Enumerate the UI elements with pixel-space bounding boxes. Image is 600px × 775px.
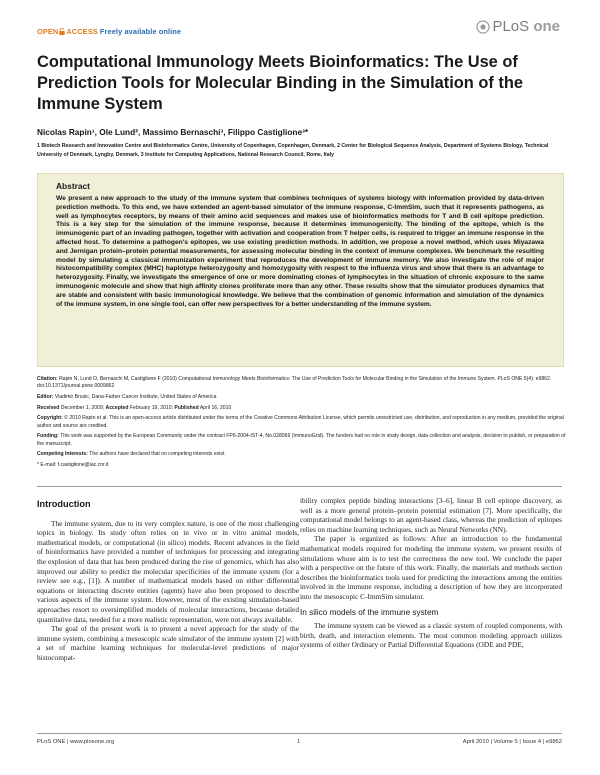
abstract-heading: Abstract (56, 181, 90, 191)
funding-text: This work was supported by the European Community under the contract FP6-2004-IST-4, No.028069 (ImmunoGrid). The funders had no role in study design, data collection and analysis, decision to publish, or preparation of the manuscript. (37, 433, 566, 447)
received-label: Received (37, 404, 60, 411)
paragraph: The immune system can be viewed as a classic system of coupled components, with birth, death, and interaction elements. The most common modeling approach utilizes systems of either Ordinary or Partial Differential Equations (ODE and PDE, (300, 621, 562, 650)
published-date: April 16, 2010 (199, 404, 232, 411)
citation-label: Citation: (37, 376, 58, 382)
competing-text: The authors have declared that no competing interests exist. (89, 451, 226, 458)
copyright-text: © 2010 Rapin et al. This is an open-access article distributed under the terms of the Creative Commons Attribution License, which permits unrestricted use, distribution, and reproduction in any medium, provided the original author and source are credited. (37, 415, 564, 429)
citation-text: Rapin N, Lund O, Bernaschi M, Castiglione F (2010) Computational Immunology Meets Bioinformatics: The Use of Prediction Tools for Molecular Binding in the Simulation of the Immune System. PLoS ONE 5(4): e9862. doi:10.1371/journal.pone.0009862 (37, 376, 552, 390)
plos-one-logo (476, 18, 560, 35)
received-date: December 1, 2009; (60, 404, 105, 411)
funding-line (37, 433, 567, 448)
author-list: Nicolas Rapin¹, Ole Lund², Massimo Bernaschi³, Filippo Castiglione³* (37, 127, 309, 137)
body-left-column (37, 500, 299, 663)
logo-plos-text: PLoS (492, 18, 530, 35)
open-access-badge (37, 27, 181, 36)
footer-page-number: 1 (297, 739, 301, 745)
footer-journal: PLoS ONE | www.plosone.org (37, 739, 115, 745)
email-text[interactable]: * E-mail: f.castiglione@iac.cnr.it (37, 461, 109, 468)
introduction-heading: Introduction (37, 499, 91, 509)
article-title: Computational Immunology Meets Bioinformatics: The Use of Prediction Tools for Molecular Binding in the Simulation of the Immune System (37, 53, 523, 113)
affiliations: 1 Biotech Research and Innovation Centre and Bioinformatics Centre, University of Copenhagen, Copenhagen, Denmark, 2 Center for Biological Sequence Analysis, Department of Systems Biology, Technical University of Denmark, Lyngby, Denmark, 3 Institute for Computing Applications, National Research Council, Rome, Italy (37, 143, 549, 158)
accepted-date: February 19, 2010; (129, 404, 173, 411)
accepted-label: Accepted (105, 404, 129, 411)
paragraph: ibility complex peptide binding interactions [3–6], linear B cell epitope discovery, as well as a more general protein–protein potential estimation [7]. More specifically, the computational model belongs to an agent-based class, whereas the prediction of epitopes relies on machine learning techniques, such as Neural Networks (NN). (300, 496, 562, 534)
competing-interests-line (37, 451, 567, 458)
paragraph: The paper is organized as follows: After an introduction to the fundamental mathematical models required for modeling the immune system, we present results of simulations whose aim is to test the correctness the new tool. We conclude the paper with a perspective on the future of this work. Finally, the materials and methods section describes the bioinformatics tools used for predicting the interactions among the entities involved in the immune response, including a description of how they are incorporated into the mesoscopic C-ImmSim simulator. (300, 534, 562, 601)
email-line[interactable] (37, 462, 567, 469)
paragraph: The goal of the present work is to present a novel approach for the study of the immune system, combining a mesoscopic scale simulator of the immune system [2] with a set of machine learning techniques for molecular-level predictions of major histocompat- (37, 624, 299, 662)
paragraph: The immune system, due to its very complex nature, is one of the most challenging topics in biology. Its study often relies on in vivo or in vitro animal models, mathematical models, or computational (in silico) models. Recent advances in the field of bioinformatics have provided a number of techniques for processing and integrating the explosion of data that has been produced during the rise of genomics, which has also improved our ability to predict the molecular specificities of the immune system (for a review see e.g., [1]). A number of mathematical models based on either differential equations or interacting discrete entities (agents) have also been proposed to describe various aspects of the immune system. However, most of the existing simulation-based approaches resort to oversimplified models of molecular interactions, because detailed quantitative data, needed for a more realistic representation, were not always available. (37, 518, 299, 624)
footer-issue: April 2010 | Volume 5 | Issue 4 | e9862 (462, 739, 562, 745)
editor-label: Editor: (37, 394, 54, 400)
body-right-column (300, 496, 562, 650)
footer-divider (37, 733, 562, 734)
competing-label: Competing Interests: (37, 451, 88, 458)
open-lock-icon (59, 28, 65, 35)
abstract-text: We present a new approach to the study of the immune system that combines techniques of systems biology with information provided by data-driven prediction methods. To this end, we have extended an agent-based simulator of the immune response, C-ImmSim, such that it represents pathogens, as well as lymphocytes receptors, by means of their amino acid sequences and makes use of bioinformatics methods for T and B cell epitope prediction. This is a key step for the simulation of the immune response, because it determines immunogenicity. The binding of the epitope, which is the immunogenic part of an invading pathogen, together with activation and cooperation from T helper cells, is required to trigger an immune response in the affected host. To determine a pathogen's epitopes, we use existing prediction methods. In addition, we propose a novel method, which uses Miyazawa and Jernigan protein–protein potential measurements, for assessing molecular binding in the context of immune complexes. We benchmark the resulting model by simulating a classical immunization experiment that reproduces the development of immune memory. We also investigate the role of major histocompatibility complex (MHC) haplotype heterozygosity and homozygosity with respect to the influenza virus and show that there is an advantage to heterozygosity. Finally, we investigate the emergence of one or more dominating clones of lymphocytes in the situation of chronic exposure to the same immunogenic molecule and show that high affinity clones proliferate more than any other. These results show that the simulator produces dynamics that are stable and consistent with basic immunological knowledge. We believe that the combination of genomic information and simulation of the dynamics of the immune system, in one single tool, can offer new perspectives for a better understanding of the immune system. (56, 195, 544, 308)
copyright-line (37, 415, 567, 430)
section-heading: In silico models of the immune system (300, 607, 439, 617)
funding-label: Funding: (37, 433, 59, 440)
published-label: Published (174, 404, 199, 411)
copyright-label: Copyright: (37, 415, 63, 422)
editor-line (37, 394, 567, 401)
plos-logo-icon (476, 20, 490, 34)
editor-text: Vladimir Brusic, Dana-Farber Cancer Institute, United States of America (54, 394, 217, 400)
article-metadata (37, 376, 567, 472)
citation-line (37, 376, 567, 391)
open-access-suffix: ACCESS (66, 27, 98, 36)
logo-one-text: one (533, 18, 560, 35)
metadata-divider (37, 486, 562, 487)
open-access-prefix: OPEN (37, 27, 59, 36)
dates-line (37, 405, 567, 412)
freely-available-text: Freely available online (99, 27, 182, 36)
